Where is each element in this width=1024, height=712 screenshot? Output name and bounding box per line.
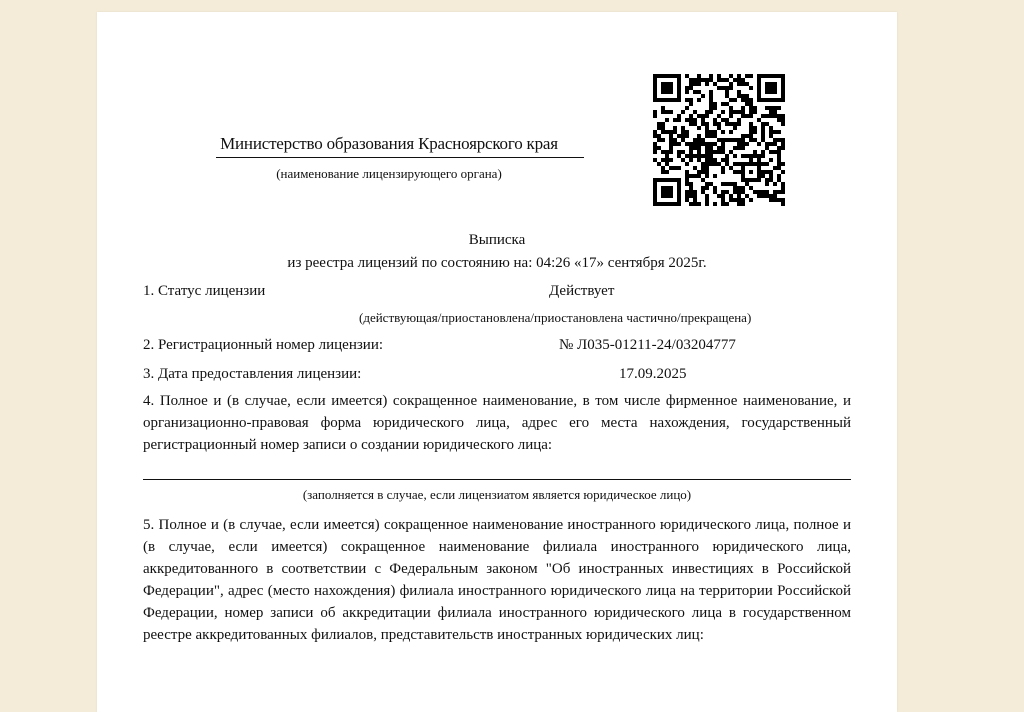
reg-number-label: 2. Регистрационный номер лицензии: [143, 337, 384, 353]
authority-underline [216, 157, 584, 158]
status-label: 1. Статус лицензии [143, 283, 266, 299]
authority-hint: (наименование лицензирующего органа) [276, 166, 502, 181]
reg-number-value: № Л035-01211-24/03204777 [559, 337, 736, 353]
section-5-text: 5. Полное и (в случае, если имеется) сокращенное наименование иностранного юридического лица, полное и (в случае, если имеется) сокращенное наименование филиала иностранного юридического лица, аккредитованного в соответствии с Федеральным законом "Об иностранных инвестициях в Российской Федерации", адрес (место нахождения) филиала иностранного юридического лица на территории Российской Федерации, номер записи об аккредитации филиала иностранного юридического лица в государственном реестре аккредитованных филиалов, представительств иностранных юридических лиц: [143, 517, 851, 643]
qr-code-icon [653, 74, 785, 206]
status-value: Действует [549, 283, 615, 299]
status-hint: (действующая/приостановлена/приостановлена частично/прекращена) [359, 310, 752, 325]
section-4-fill-line [143, 479, 851, 480]
document-page [97, 12, 897, 712]
document-subtitle: из реестра лицензий по состоянию на: 04:26 «17» сентября 2025г. [287, 255, 707, 271]
section-4-hint: (заполняется в случае, если лицензиатом является юридическое лицо) [302, 487, 692, 502]
section-4-text: 4. Полное и (в случае, если имеется) сокращенное наименование, в том числе фирменное наименование, и организационно-правовая форма юридического лица, адрес его места нахождения, государственный регистрационный номер записи о создании юридического лица: [143, 393, 851, 453]
issue-date-value: 17.09.2025 [619, 366, 687, 382]
issue-date-label: 3. Дата предоставления лицензии: [143, 366, 362, 382]
licensing-authority-name: Министерство образования Красноярского края [220, 134, 558, 153]
document-title: Выписка [468, 232, 526, 248]
